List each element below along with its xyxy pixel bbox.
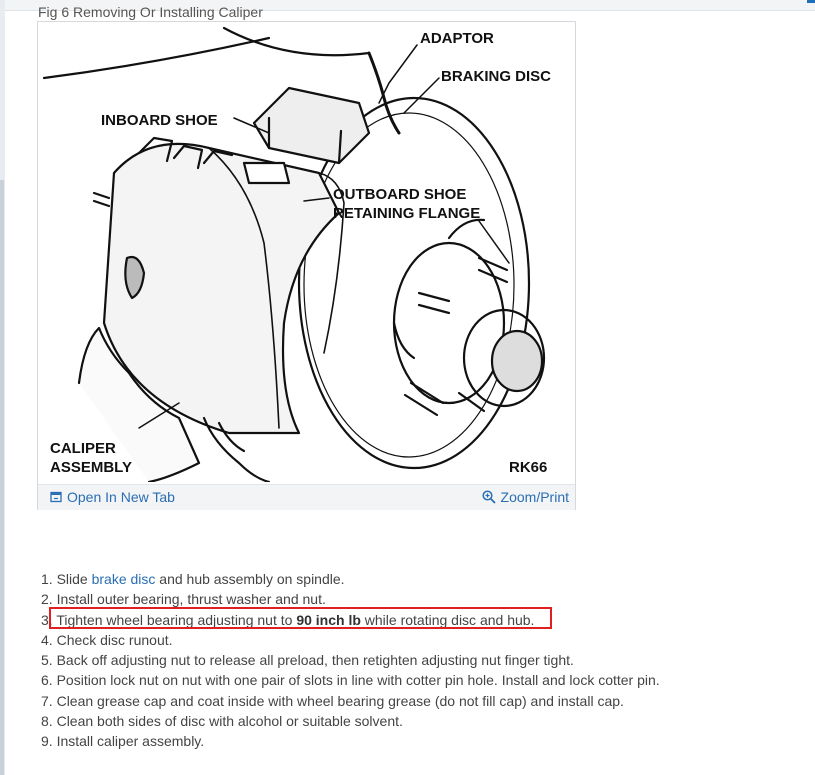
caliper-illustration[interactable]	[39, 23, 574, 482]
step-6	[41, 670, 660, 690]
left-edge-bar	[0, 0, 5, 775]
step-text: Position lock nut on nut with one pair of slots in line with cotter pin hole. Install and lock cotter pin.	[56, 672, 660, 689]
brake-disc-link[interactable]: brake disc	[91, 571, 156, 587]
step-3-highlight-box	[49, 607, 552, 629]
open-new-tab-label: Open In New Tab	[67, 489, 175, 505]
label-braking-disc: BRAKING DISC	[441, 68, 552, 85]
label-retaining-flange: RETAINING FLANGE	[333, 205, 481, 222]
step-text: Check disc runout.	[56, 631, 173, 648]
figure-caption: Fig 6 Removing Or Installing Caliper	[38, 4, 263, 20]
step-text: Clean both sides of disc with alcohol or suitable solvent.	[56, 713, 403, 730]
open-new-tab-link[interactable]	[50, 489, 175, 505]
left-scroll-strip	[0, 180, 4, 775]
zoom-print-link[interactable]	[482, 489, 569, 505]
label-adaptor: ADAPTOR	[420, 30, 494, 47]
step-number: 4.	[41, 631, 53, 648]
step-number: 3.	[41, 611, 53, 628]
step-7	[41, 691, 660, 711]
step-8	[41, 711, 660, 731]
torque-value: 90 inch lb	[296, 611, 361, 628]
step-text: Install caliper assembly.	[56, 733, 205, 750]
step-number: 6.	[41, 672, 53, 689]
top-accent-mark	[807, 0, 815, 3]
step-9	[41, 731, 660, 751]
step-number: 9.	[41, 733, 53, 750]
step-4	[41, 630, 660, 650]
zoom-icon	[482, 490, 496, 504]
open-new-tab-icon	[50, 491, 62, 503]
step-number: 1.	[41, 571, 53, 587]
label-caliper: CALIPER	[50, 440, 116, 457]
figure-container	[37, 21, 576, 510]
figure-toolbar	[38, 484, 575, 510]
zoom-print-label: Zoom/Print	[500, 489, 569, 505]
step-1	[41, 569, 660, 589]
step-number: 8.	[41, 713, 53, 730]
step-text: Install outer bearing, thrust washer and nut.	[56, 591, 326, 608]
step-text: Back off adjusting nut to release all preload, then retighten adjusting nut finger tight.	[56, 652, 574, 669]
label-figure-code: RK66	[509, 459, 548, 476]
step-text: Clean grease cap and coat inside with wheel bearing grease (do not fill cap) and install cap.	[56, 692, 624, 709]
step-number: 5.	[41, 652, 53, 669]
step-text: while rotating disc and hub.	[360, 611, 535, 628]
step-text: Tighten wheel bearing adjusting nut to	[56, 611, 297, 628]
step-5	[41, 650, 660, 670]
instruction-steps	[41, 569, 660, 752]
step-text: and hub assembly on spindle.	[155, 571, 345, 587]
label-outboard-shoe: OUTBOARD SHOE	[333, 186, 467, 203]
step-number: 2.	[41, 591, 53, 608]
step-text: Slide	[56, 571, 92, 587]
step-number: 7.	[41, 692, 53, 709]
label-assembly: ASSEMBLY	[50, 459, 132, 476]
label-inboard-shoe: INBOARD SHOE	[101, 112, 218, 129]
